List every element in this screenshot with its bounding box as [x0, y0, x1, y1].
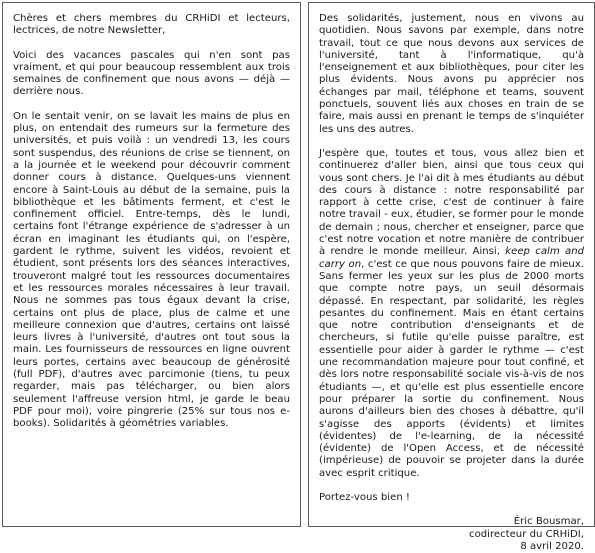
paragraph-solidarites: Des solidarités, justement, nous en vivons au quotidien. Nous savons par exemple, dans notre travail, tout ce que nous devons aux services de l'université, tant à l'informatique, qu'à l'enseignement et aux bibliothèques, pour citer les plus évidents. Nous avons pu apprécier nos échanges par mail, téléphone et teams, souvent ponctuels, souvent liés aux choses en train de se faire, mais aussi en prenant le temps de s'inquiéter les uns des autres. — [319, 13, 584, 135]
wishes-text-end: , c'est ce que nous pouvons faire de mieux. Sans fermer les yeux sur les plus de 2000 morts que compte notre pays, un seuil désormais dépassé. En respectant, par solidarité, les règles pesantes du confinement. Mais en étant certains que notre contribution d'enseignants et de chercheurs, si futile qu'elle puisse paraître, est essentielle pour aider à garder le rythme — c'est une recommandation majeure pour tout confiné, et dès lors notre responsabilité sociale vis-à-vis de nos étudiants —, et qu'elle est plus essentielle encore pour préparer la sortie du confinement. Nous aurons d'ailleurs bien des choses à débattre, qu'il s'agisse des apports (évidents) et limites (évidentes) de l'e-learning, de la nécessité (évidente) de l'Open Access, et de nécessité (impérieuse) de pouvoir se projeter dans la durée avec esprit critique. — [319, 258, 585, 479]
left-column — [2, 2, 301, 527]
signature-role: codirecteur du CRHiDI, — [469, 528, 584, 540]
signature-block — [319, 516, 584, 553]
paragraph-confinement: On le sentait venir, on se lavait les mains de plus en plus, on entendait des rumeurs sur la fermeture des universités, et puis voilà : un vendredi 13, les cours sont suspendus, des réunions de crise se tiennent, on a la journée et le weekend pour découvrir comment donner cours à distance. Quelques-uns viennent encore à Saint-Louis au début de la semaine, puis la bibliothèque et les bâtiments ferment, et c'est le confinement officiel. Entre-temps, dès le lundi, certains font l'étrange expérience de s'adresser à un écran en imaginant les étudiants qui, on l'espère, gardent le rythme, suivent les vidéos, revoient et étudient, sont présents lors des séances interactives, trouveront malgré tout les ressources documentaires et les ressources morales nécessaires à leur travail. Nous ne sommes pas tous égaux devant la crise, certains ont plus de place, plus de calme et une meilleure connexion que d'autres, certains ont laissé leurs livres à l'université, d'autres ont tout sous la main. Les fournisseurs de ressources en ligne ouvrent leurs portes, certains avec beaucoup de générosité (full PDF), d'autres avec parcimonie (tiens, tu peux regarder, mais pas télécharger, ou bien alors seulement l'affreuse version html, je garde le beau PDF pour moi), voire pingrerie (25% sur tous nos e-books). Solidarités à géométries variables. — [13, 110, 290, 430]
right-column — [308, 2, 595, 552]
signature-date: 8 avril 2020. — [520, 540, 584, 552]
signature-name: Éric Bousmar, — [513, 516, 584, 528]
closing-line: Portez-vous bien ! — [319, 491, 410, 503]
wishes-text-start: J'espère que, toutes et tous, vous allez bien et continuerez d'aller bien, ainsi que tous ceux qui vous sont chers. Je l'ai dit à mes étudiants au début des cours à distance : notre responsabilité par rapport à cette crise, c'est de continuer à faire notre travail - eux, étudier, se former pour le monde de demain ; nous, chercher et enseigner, parce que c'est notre vocation et notre manière de contribuer à rendre le monde meilleur. Ainsi, — [319, 147, 584, 258]
greeting: Chères et chers membres du CRHiDI et lecteurs, lectrices, de notre Newsletter, — [13, 13, 290, 37]
paragraph-wishes — [319, 148, 584, 480]
wishes-emphasis: keep calm and carry on — [319, 246, 584, 270]
paragraph-intro: Voici des vacances pascales qui n'en sont pas vraiment, et qui pour beaucoup ressemblent aux trois semaines de confinement que nous avons — déjà — derrière nous. — [13, 49, 290, 98]
